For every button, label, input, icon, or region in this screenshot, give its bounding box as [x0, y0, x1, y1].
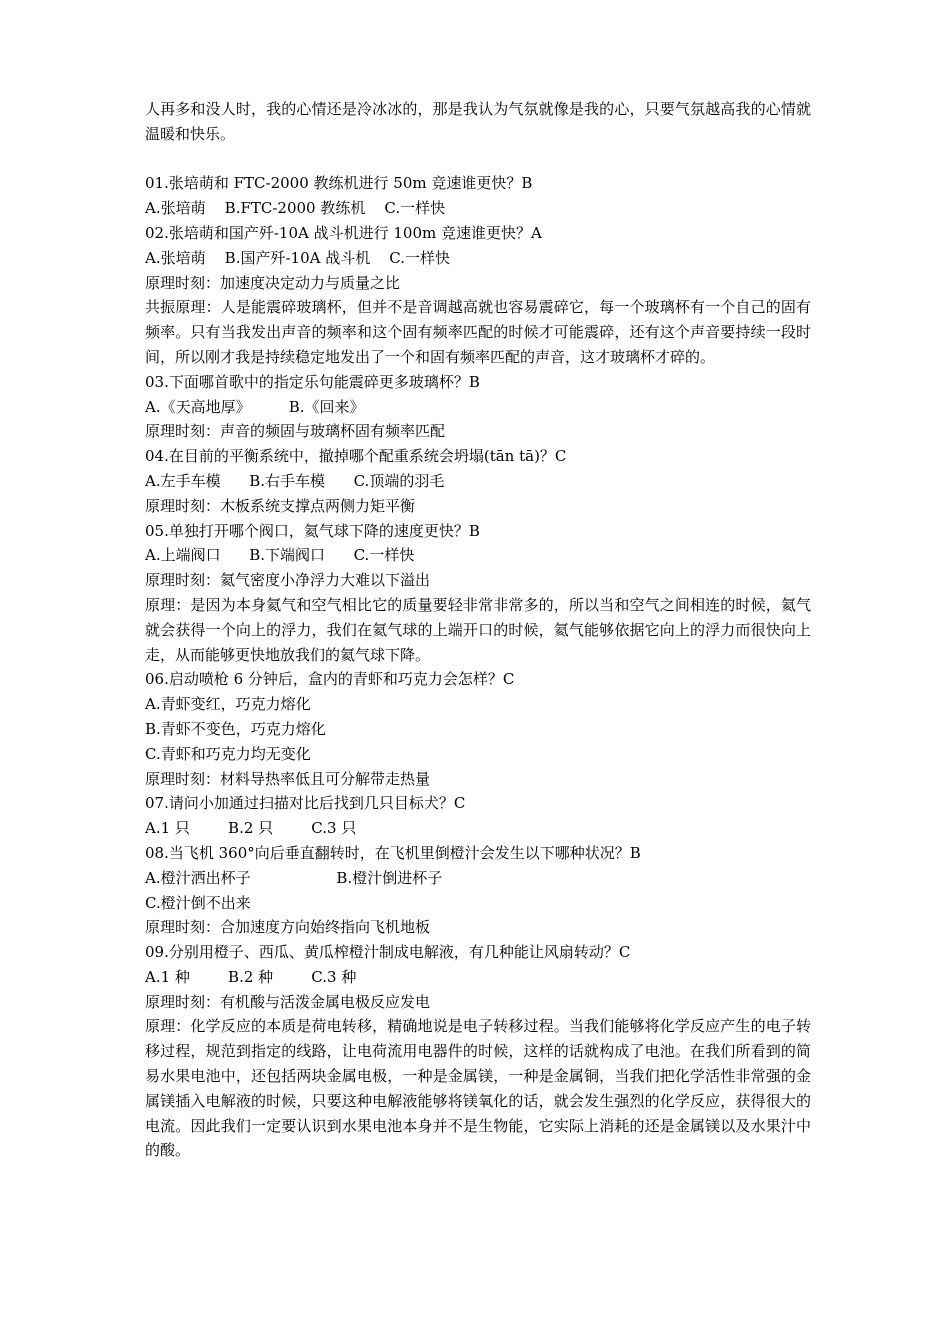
text-line: C.橙汁倒不出来: [145, 893, 251, 912]
text-line: 原理时刻：氦气密度小净浮力大难以下溢出: [145, 571, 431, 590]
text-line: A.1 种 B.2 种 C.3 种: [145, 967, 357, 986]
text-line: 原理时刻：加速度决定动力与质量之比: [145, 273, 401, 292]
text-line: A.张培萌 B.国产歼-10A 战斗机 C.一样快: [145, 248, 451, 267]
text-line: 04.在目前的平衡系统中，撤掉哪个配重系统会坍塌(tān tā)？C: [145, 447, 567, 466]
text-line: B.青虾不变色，巧克力熔化: [145, 719, 326, 738]
text-line: A.《天高地厚》 B.《回来》: [145, 397, 365, 416]
text-line: 02.张培萌和国产歼-10A 战斗机进行 100m 竞速谁更快？A: [145, 223, 542, 242]
blank-line: [145, 147, 811, 172]
text-line: 08.当飞机 360°向后垂直翻转时，在飞机里倒橙汁会发生以下哪种状况？B: [145, 843, 641, 862]
text-line: 01.张培萌和 FTC-2000 教练机进行 50m 竞速谁更快？B: [145, 174, 533, 193]
text-line: 09.分别用橙子、西瓜、黄瓜榨橙汁制成电解液，有几种能让风扇转动？C: [145, 943, 631, 962]
text-line: 06.启动喷枪 6 分钟后，盒内的青虾和巧克力会怎样？C: [145, 670, 515, 689]
text-line: 07.请问小加通过扫描对比后找到几只目标犬？C: [145, 794, 466, 813]
text-line: 原理时刻：木板系统支撑点两侧力矩平衡: [145, 496, 416, 515]
document-page: [145, 97, 811, 1163]
text-line: A.1 只 B.2 只 C.3 只: [145, 819, 357, 838]
text-line: 05.单独打开哪个阀口，氦气球下降的速度更快？B: [145, 521, 480, 540]
text-line: 原理时刻：声音的频固与玻璃杯固有频率匹配: [145, 422, 446, 441]
text-line: A.橙汁洒出杯子 B.橙汁倒进杯子: [145, 868, 443, 887]
intro-paragraph: 人再多和没人时，我的心情还是冷冰冰的，那是我认为气氛就像是我的心，只要气氛越高我的心情就温暖和快乐。: [145, 100, 811, 143]
text-line: 原理时刻：材料导热率低且可分解带走热量: [145, 769, 431, 788]
text-line: C.青虾和巧克力均无变化: [145, 744, 311, 763]
explanation-paragraph: 共振原理：人是能震碎玻璃杯，但并不是音调越高就也容易震碎它，每一个玻璃杯有一个自己的固有频率。只有当我发出声音的频率和这个固有频率匹配的时候才可能震碎，还有这个声音要持续一段时间，所以刚才我是持续稳定地发出了一个和固有频率匹配的声音，这才玻璃杯才碎的。: [145, 298, 811, 366]
text-line: A.上端阀口 B.下端阀口 C.一样快: [145, 546, 415, 565]
explanation-paragraph: 原理：是因为本身氦气和空气相比它的质量要轻非常非常多的，所以当和空气之间相连的时候，氦气就会获得一个向上的浮力，我们在氦气球的上端开口的时候，氦气能够依据它向上的浮力而很快向上走，从而能够更快地放我们的氦气球下降。: [145, 595, 811, 664]
text-line: A.青虾变红，巧克力熔化: [145, 695, 311, 714]
text-line: 03.下面哪首歌中的指定乐句能震碎更多玻璃杯？B: [145, 372, 480, 391]
quiz-content: [145, 171, 811, 1163]
text-line: A.张培萌 B.FTC-2000 教练机 C.一样快: [145, 199, 446, 218]
text-line: 原理时刻：有机酸与活泼金属电极反应发电: [145, 992, 431, 1011]
text-line: 原理时刻：合加速度方向始终指向飞机地板: [145, 918, 431, 937]
text-line: A.左手车模 B.右手车模 C.顶端的羽毛: [145, 471, 445, 490]
explanation-paragraph: 原理：化学反应的本质是荷电转移，精确地说是电子转移过程。当我们能够将化学反应产生的电子转移过程，规范到指定的线路，让电荷流用电器件的时候，这样的话就构成了电池。在我们所看到的简易水果电池中，还包括两块金属电极，一种是金属镁，一种是金属铜，当我们把化学活性非常强的金属镁插入电解液的时候，只要这种电解液能够将镁氧化的话，就会发生强烈的化学反应，获得很大的电流。因此我们一定要认识到水果电池本身并不是生物能，它实际上消耗的还是金属镁以及水果汁中的酸。: [145, 1017, 811, 1160]
